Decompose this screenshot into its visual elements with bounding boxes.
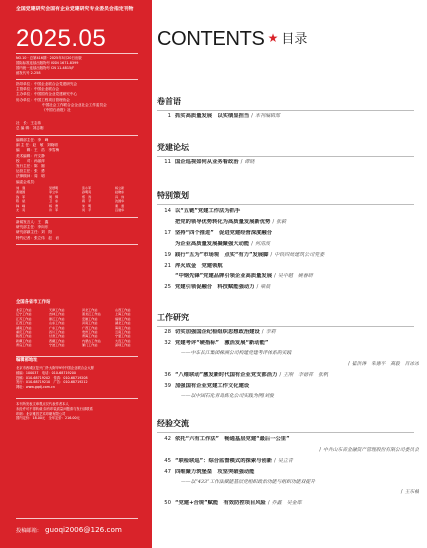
toc-entry[interactable]: 25 党建引领促融合 科技赋能强动力 / 梁晨: [157, 284, 419, 291]
toc-authors: / 中共山东省金融资产管理股份有限公司委员会: [319, 447, 419, 453]
org-line: 中国社会工作联合会企业社会工作委员会: [42, 102, 107, 107]
editorial-line: 运营主任：张 勇: [16, 169, 45, 174]
editorial-member: 许 军: [49, 208, 59, 213]
station-item: 广东工作站: [49, 325, 65, 330]
article-title: 加强国有企业党建工作文化建设: [175, 383, 250, 389]
contents-title-cn: 目录: [281, 32, 308, 47]
subtitle-text: ——以“433”工作法赋能基层党组织政治功能与组织功能双提升: [181, 480, 315, 485]
editorial-member: 郑 涛: [82, 194, 92, 199]
footer-line: 印刷：北京雅昌艺术印刷有限公司: [16, 411, 66, 416]
toc-entry[interactable]: 45 “联检联巡”：综合监督模式的探索与创新 / 吴立青: [157, 458, 419, 465]
article-title: 以“五链”党建工作法为抓手: [175, 208, 241, 214]
toc-entry[interactable]: 36 “八维联动”激发新时代国有企业党支部活力 / 王刚 李德祥 张帆: [157, 372, 419, 379]
subtitle-text: ——中车长江集团株洲公司构建党建考评体系的实践: [181, 351, 292, 356]
leadership-block: [16, 121, 146, 131]
editorial-member: 张小军: [82, 186, 92, 190]
masthead-sidebar: [0, 0, 152, 548]
page-number: 17: [164, 230, 171, 236]
article-author: 乔鑫 吴金库: [271, 500, 302, 506]
station-item: 青海工作站: [82, 334, 98, 339]
editorial-line: 法律顾问：周 明: [16, 174, 45, 179]
footer-line: 本刊所发表文章观点仅代表作者本人: [16, 402, 69, 406]
toc-entry[interactable]: 11 国企巡视如何从业务看政治 / 谭晓: [157, 159, 419, 166]
station-item: 上海工作站: [115, 312, 131, 317]
editorial-line: 发行主任：陈 刚: [16, 163, 45, 168]
article-author: 梁晨: [260, 284, 271, 290]
article-title: 切实加强国企纪检组织思想政治建设: [175, 329, 260, 335]
toc-entry[interactable]: 1 抓实高质量发展 以实绩显担当 / 本刊编辑部: [157, 113, 419, 120]
organization-block: [16, 82, 146, 113]
editorial-member: 杨立新: [115, 186, 125, 190]
article-title: “八维联动”激发新时代国有企业党支部活力: [175, 372, 278, 378]
section-heading: 卷首语: [157, 96, 181, 106]
editorial-member: 周 辉: [49, 194, 59, 199]
editorial-line: 编 辑：王 浩 李雪梅: [16, 148, 60, 153]
divider: [16, 79, 138, 80]
article-author: 本刊编辑部: [254, 113, 280, 119]
station-item: 山东工作站: [49, 321, 65, 326]
editorial-member: 朱 明: [82, 203, 92, 208]
editorial-member: 卫 东: [49, 199, 59, 204]
station-item: 浙江工作站: [49, 316, 65, 321]
toc-entry[interactable]: “中钢先锋”党建品牌引领企业高质量发展 / 吴中越 姚春研: [175, 273, 313, 279]
station-item: 四川工作站: [49, 330, 65, 335]
page-number: 14: [164, 208, 171, 214]
page-number: 25: [164, 284, 171, 290]
sidebar-header: 全国党建研究会国有企业党建研究专业委员会指定刊物: [16, 7, 134, 12]
page-number: 11: [164, 159, 171, 165]
toc-entry[interactable]: [157, 230, 419, 237]
article-title: 践行“五为”市场观 点实“有力”发展脚: [175, 252, 269, 258]
issn-line: 国际标准连续出版物号 ISSN 1671-8399: [16, 61, 79, 65]
toc-subtitle: [157, 479, 419, 486]
stations-list: [16, 308, 148, 348]
stations-title: 全国各省市工作站: [16, 300, 51, 305]
page-number: 28: [164, 329, 171, 335]
chief-editor-label: 总 编 辑：: [16, 126, 33, 131]
toc-entry[interactable]: 把党的领导优势转化为高质量发展新优势 / 张毅: [175, 219, 287, 225]
section-divider: [157, 432, 414, 433]
article-author: 中铁四局建筑公司党委: [274, 252, 325, 258]
editorial-member: 杨 勇: [49, 203, 59, 208]
divider: [16, 356, 138, 357]
page-number: 36: [164, 372, 171, 378]
station-item: 厦门工作站: [82, 343, 98, 348]
article-author: 吴立青: [277, 458, 293, 464]
reporter-block: [16, 220, 146, 241]
section-heading: 经验交流: [157, 418, 189, 428]
station-item: 福建工作站: [115, 316, 131, 321]
page-number: 50: [164, 500, 171, 506]
page-number: 45: [164, 458, 171, 464]
article-author: 崔洪涛 朱德平 高毅 肖冰冰: [351, 362, 419, 367]
toc-entry[interactable]: [157, 208, 419, 215]
station-item: 安徽工作站: [82, 316, 98, 321]
toc-subtitle: [157, 350, 419, 357]
section-divider: [157, 204, 414, 205]
editorial-member: 黄建国: [16, 190, 26, 195]
station-item: 宁波工作站: [49, 343, 65, 348]
article-author: 吴中越 姚春研: [277, 273, 313, 279]
article-title: 党建引领促融合 科技赋能强动力: [175, 284, 255, 290]
editorial-member: 孙明亮: [82, 190, 92, 195]
article-author: 王东楠: [404, 490, 419, 495]
divider: [16, 518, 138, 519]
editorial-member: 韩 峰: [16, 203, 26, 208]
contents-title-en: CONTENTS: [157, 28, 265, 50]
director-label: 社 长：: [16, 121, 31, 125]
station-item: 辽宁工作站: [16, 312, 32, 317]
station-item: 云南工作站: [115, 330, 131, 335]
divider: [16, 398, 138, 399]
toc-entry[interactable]: 为企业高质量发展凝聚强大动能 / 何清波: [175, 241, 270, 247]
article-title: 党建考评“硬指标” 激活发展“新动能”: [175, 340, 269, 346]
editorial-line: 副 主 任：赵 敏 刘晓明: [16, 143, 58, 148]
org-line: 主办单位：中国国有企业党建研究中心: [16, 92, 78, 97]
cn-line: 国内统一连续出版物号 CN 11-4815/F: [16, 66, 75, 70]
section-heading: 特别策划: [157, 190, 189, 200]
page-number: 47: [164, 469, 171, 475]
editorial-member: 沈国华: [115, 199, 125, 204]
contact-block: [16, 366, 146, 390]
station-item: 江西工作站: [16, 321, 32, 326]
article-author: 刘俊: [264, 394, 274, 399]
toc-entry[interactable]: 50 “党建+合规”赋能 有效防控项目风险 / 乔鑫 吴金库: [157, 500, 419, 507]
station-item: 天津工作站: [49, 308, 65, 312]
station-item: 西藏工作站: [49, 338, 65, 343]
article-author: 李莉: [265, 329, 276, 335]
section-heading: 工作研究: [157, 312, 189, 322]
editorial-member: 李立华: [49, 190, 59, 195]
article-title: 淬火成金 党建领航: [175, 263, 223, 269]
editorial-member: 陈 斌: [16, 199, 26, 204]
toc-entry[interactable]: [157, 383, 419, 390]
reporter-line: 特约记者：张立伟 赵 岩: [16, 235, 60, 240]
station-item: 内蒙古工作站: [82, 338, 101, 343]
station-item: 河南工作站: [82, 321, 98, 326]
section-divider: [157, 110, 414, 111]
divider: [16, 217, 138, 218]
station-item: 广西工作站: [82, 325, 98, 330]
toc-entry[interactable]: 19 践行“五为”市场观 点实“有力”发展脚 / 中铁四局建筑公司党委: [157, 252, 419, 259]
divider: [16, 53, 138, 54]
section-heading: 党建论坛: [157, 142, 189, 152]
page-number: 19: [164, 252, 171, 258]
station-item: 北京工作站: [16, 308, 32, 312]
footer-line: 未经许可不得转载 如有印装质量问题请与发行部联系: [16, 406, 93, 411]
station-item: 陕西工作站: [16, 334, 32, 339]
reporter-line: 研究部主任：李向东: [16, 225, 49, 230]
article-author: 谭晓: [244, 159, 255, 165]
editorial-member: 吕建华: [115, 208, 125, 213]
org-line: 《中国石油报》社: [42, 107, 71, 112]
article-author: 王刚 李德祥 张帆: [283, 372, 329, 378]
station-item: 青岛工作站: [16, 343, 32, 348]
editorial-line: 编委会成员：: [16, 179, 38, 184]
page-number: 32: [164, 340, 171, 346]
footer-line: 国内定价：18.00元 全年定价：216.00元: [16, 416, 80, 421]
station-item: 湖南工作站: [16, 325, 32, 330]
divider: [16, 135, 138, 136]
toc-entry[interactable]: [157, 340, 419, 347]
editorial-member: 刘 强: [16, 186, 26, 190]
station-item: 海南工作站: [115, 325, 131, 330]
issue-line: NO.10 · 总第416期 · 2025年5月20日出版: [16, 56, 82, 60]
reporter-line: 研究部副主任：刘 阳: [16, 230, 52, 235]
contact-line: 投稿：010-68719202 传真：010-68719208: [16, 375, 88, 380]
editorial-member: 秦 雷: [115, 203, 125, 208]
org-line: 协办单位：中国工程项目管理协会: [16, 97, 70, 102]
article-title: 为企业高质量发展凝聚强大动能: [175, 241, 250, 247]
editorial-line: 校 对：孙丽萍: [16, 158, 45, 163]
article-title: 把党的领导优势转化为高质量发展新优势: [175, 219, 271, 225]
station-item: 重庆工作站: [16, 330, 32, 335]
article-title: “联检联巡”：综合监督模式的探索与创新: [175, 458, 273, 464]
email-address[interactable]: guoqi2006@126.com: [44, 525, 122, 534]
table-of-contents: [152, 0, 427, 548]
submission-email[interactable]: [16, 525, 122, 536]
station-item: 山西工作站: [115, 308, 131, 312]
editorial-line: 编辑部主任：李 峰: [16, 138, 49, 142]
article-title: 依托“六有工作法” 畅通基层党建“最后一公里”: [175, 436, 290, 442]
station-item: 甘肃工作站: [49, 334, 65, 339]
article-title: 四维聚力筑堡垒 攻坚突破强动能: [175, 469, 255, 475]
post-code-line: 邮发代号 2-258: [16, 71, 41, 75]
page-number: 42: [164, 436, 171, 442]
toc-entry[interactable]: 28 切实加强国企纪检组织思想政治建设 / 李莉: [157, 329, 419, 336]
editorial-member: 钱 军: [16, 194, 26, 199]
editorial-member: 蒋 平: [82, 199, 92, 204]
star-icon: ★: [267, 31, 279, 45]
station-item: 大连工作站: [115, 338, 131, 343]
email-label: 投稿邮箱：: [16, 528, 42, 534]
contact-line: 邮编：100037 电话：010-68719200: [16, 370, 76, 375]
reporter-line: 新闻发言人：王 鑫: [16, 220, 49, 224]
station-item: 贵州工作站: [82, 330, 98, 335]
editorial-block: [16, 138, 146, 185]
article-title: “党建+合规”赋能 有效防控项目风险: [175, 500, 266, 506]
editorial-member: 尤 亮: [16, 208, 26, 213]
article-author: 何清波: [254, 241, 270, 247]
page-number: 1: [167, 113, 171, 119]
org-line: 指导单位：中国企业联合会党建研究会: [16, 82, 78, 86]
station-item: 河北工作站: [82, 308, 98, 312]
section-divider: [157, 326, 414, 327]
editorial-members: [16, 186, 148, 212]
contents-heading: [157, 28, 307, 51]
station-item: 新疆工作站: [16, 338, 32, 343]
editorial-member: 赵晓东: [115, 190, 125, 195]
contact-line: 网址：www.gqdj.com.cn: [16, 385, 55, 390]
page-number: 39: [164, 383, 171, 389]
contact-line: 发行：010-68719210 广告：010-68719212: [16, 380, 88, 385]
director-name: 王志伟: [30, 121, 42, 125]
org-line: 主管单位：中国企业联合会: [16, 87, 60, 92]
toc-authors: / 王东楠: [400, 489, 419, 495]
station-item: 湖北工作站: [115, 321, 131, 326]
contact-title: 编辑部地址: [16, 358, 38, 363]
station-item: 江苏工作站: [16, 316, 32, 321]
article-author: 张毅: [276, 219, 287, 225]
toc-authors: / 崔洪涛 朱德平 高毅 肖冰冰: [348, 361, 419, 367]
chief-editor-name: 刘志刚: [32, 126, 44, 131]
article-title: “中钢先锋”党建品牌引领企业高质量发展: [175, 273, 273, 279]
page-number: 21: [164, 263, 171, 269]
contact-line: 北京市西城区复兴门外大街甲9号中国企业联合会大厦: [16, 366, 94, 370]
station-item: 吉林工作站: [49, 312, 65, 317]
editorial-line: 美术编辑：许文静: [16, 153, 45, 158]
toc-entry[interactable]: [157, 263, 419, 270]
station-item: 黑龙江工作站: [82, 312, 101, 317]
editorial-member: 何 平: [82, 208, 92, 213]
footer-block: [16, 402, 146, 421]
article-title: 抓实高质量发展 以实绩显担当: [175, 113, 250, 119]
toc-subtitle: ——以中国石化青岛炼化公司实践为例/刘俊: [181, 394, 274, 399]
toc-entry[interactable]: [157, 436, 419, 443]
editorial-member: 吴德明: [49, 186, 59, 190]
subtitle-text: ——以中国石化青岛炼化公司实践为例: [181, 394, 263, 399]
station-item: 深圳工作站: [115, 343, 131, 348]
toc-entry[interactable]: [157, 469, 419, 476]
article-title: 国企巡视如何从业务看政治: [175, 159, 239, 165]
section-divider: [157, 156, 414, 157]
article-title: 坚持“四个推进” 促进党建经营深度融合: [175, 230, 273, 236]
station-item: 宁夏工作站: [115, 334, 131, 339]
editorial-member: 冯 伟: [115, 194, 125, 199]
divider: [16, 244, 138, 245]
issue-year: 2025.05: [16, 25, 107, 52]
article-author: 中共山东省金融资产管理股份有限公司委员会: [323, 448, 419, 453]
